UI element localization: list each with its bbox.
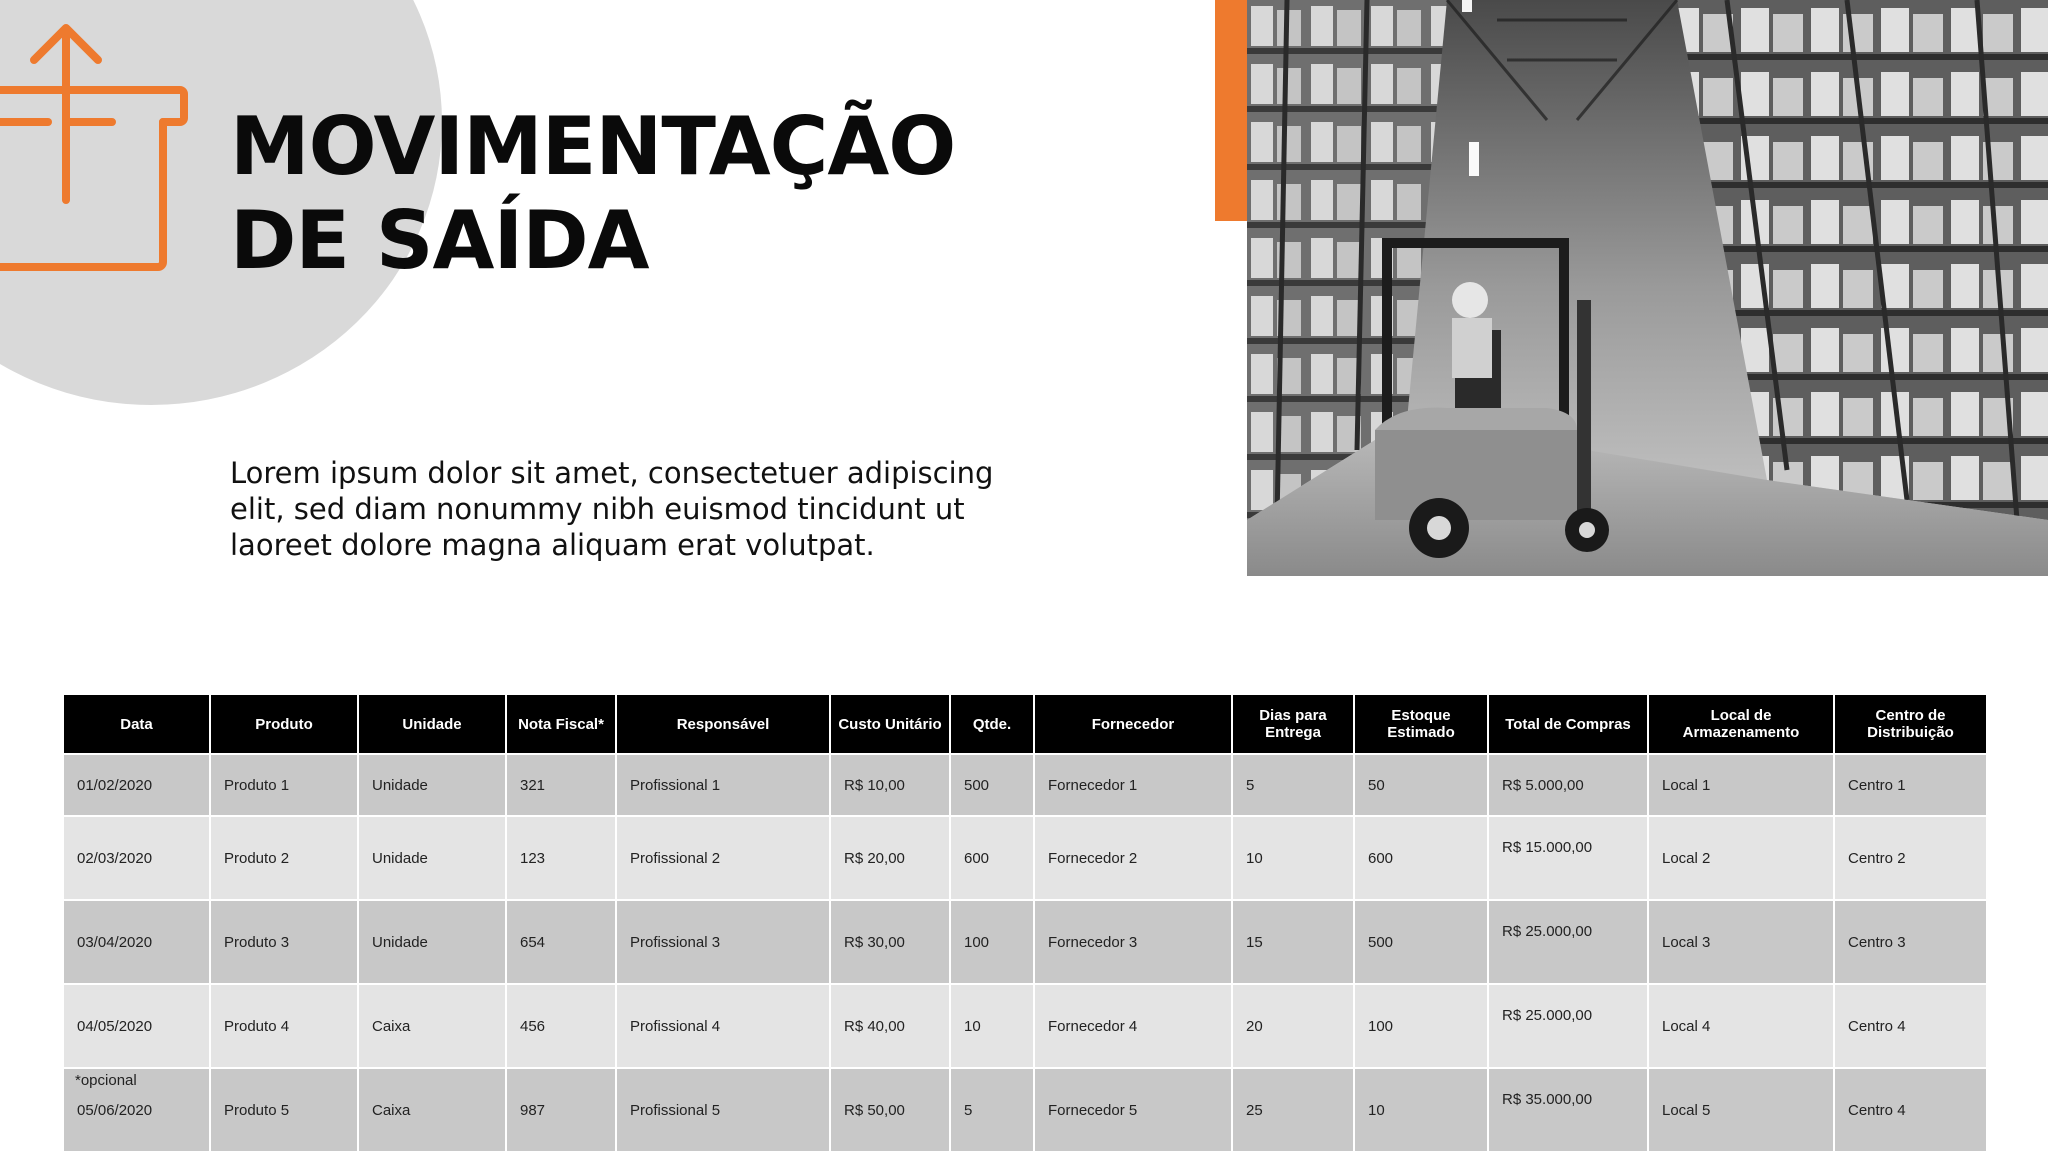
table-cell: 100 xyxy=(951,901,1033,983)
table-cell: Unidade xyxy=(359,755,505,815)
table-cell: Profissional 1 xyxy=(617,755,829,815)
table-cell: Fornecedor 5 xyxy=(1035,1069,1231,1151)
table-cell: R$ 10,00 xyxy=(831,755,949,815)
table-cell: Produto 1 xyxy=(211,755,357,815)
table-cell: Caixa xyxy=(359,985,505,1067)
table-cell: 10 xyxy=(951,985,1033,1067)
table-header-row xyxy=(64,695,1986,753)
table-cell: 500 xyxy=(951,755,1033,815)
table-cell: Profissional 5 xyxy=(617,1069,829,1151)
table-cell: R$ 35.000,00 xyxy=(1489,1069,1647,1151)
table-cell: 10 xyxy=(1233,817,1353,899)
table-cell: 321 xyxy=(507,755,615,815)
table-cell: Produto 5 xyxy=(211,1069,357,1151)
header-cell: Responsável xyxy=(617,695,829,753)
table-cell: 654 xyxy=(507,901,615,983)
table-cell: Unidade xyxy=(359,901,505,983)
table-cell: 600 xyxy=(951,817,1033,899)
table-row xyxy=(64,755,1986,815)
table-cell: 50 xyxy=(1355,755,1487,815)
table-row xyxy=(64,901,1986,983)
header-cell: Unidade xyxy=(359,695,505,753)
header-cell: Data xyxy=(64,695,209,753)
table-cell: Local 4 xyxy=(1649,985,1833,1067)
table-cell: Profissional 4 xyxy=(617,985,829,1067)
table-cell: R$ 5.000,00 xyxy=(1489,755,1647,815)
table-cell: Local 3 xyxy=(1649,901,1833,983)
table-cell: R$ 20,00 xyxy=(831,817,949,899)
header-cell: Fornecedor xyxy=(1035,695,1231,753)
table-cell: 5 xyxy=(1233,755,1353,815)
table-cell: Centro 3 xyxy=(1835,901,1986,983)
header-cell: Produto xyxy=(211,695,357,753)
table-cell: 20 xyxy=(1233,985,1353,1067)
table-cell: Produto 4 xyxy=(211,985,357,1067)
table-cell: Fornecedor 4 xyxy=(1035,985,1231,1067)
table-row xyxy=(64,985,1986,1067)
table-cell: Fornecedor 3 xyxy=(1035,901,1231,983)
table-cell: 987 xyxy=(507,1069,615,1151)
table-cell: 04/05/2020 xyxy=(64,985,209,1067)
table-cell: Produto 3 xyxy=(211,901,357,983)
table-cell: R$ 25.000,00 xyxy=(1489,901,1647,983)
header-cell: Dias para Entrega xyxy=(1233,695,1353,753)
header-cell: Local de Armazenamento xyxy=(1649,695,1833,753)
table-cell: Centro 4 xyxy=(1835,1069,1986,1151)
header-cell: Custo Unitário xyxy=(831,695,949,753)
table-cell: Caixa xyxy=(359,1069,505,1151)
table-cell: 15 xyxy=(1233,901,1353,983)
table-row xyxy=(64,1069,1986,1151)
table-cell: 123 xyxy=(507,817,615,899)
outbound-movement-table xyxy=(62,693,1986,1153)
box-export-arrow-icon xyxy=(0,24,195,274)
table-cell: Local 2 xyxy=(1649,817,1833,899)
table-cell: R$ 25.000,00 xyxy=(1489,985,1647,1067)
table-cell: Local 5 xyxy=(1649,1069,1833,1151)
table-cell: 03/04/2020 xyxy=(64,901,209,983)
table-cell: 05/06/2020 xyxy=(64,1069,209,1151)
table-cell: R$ 50,00 xyxy=(831,1069,949,1151)
table-cell: R$ 40,00 xyxy=(831,985,949,1067)
table-cell: Centro 1 xyxy=(1835,755,1986,815)
table-cell: 600 xyxy=(1355,817,1487,899)
footnote: *opcional xyxy=(75,1072,137,1089)
table-cell: 02/03/2020 xyxy=(64,817,209,899)
table-cell: Produto 2 xyxy=(211,817,357,899)
table-cell: 25 xyxy=(1233,1069,1353,1151)
header-cell: Qtde. xyxy=(951,695,1033,753)
header-cell: Total de Compras xyxy=(1489,695,1647,753)
table-cell: Centro 2 xyxy=(1835,817,1986,899)
table-cell: Centro 4 xyxy=(1835,985,1986,1067)
table-cell: Profissional 3 xyxy=(617,901,829,983)
table-cell: 01/02/2020 xyxy=(64,755,209,815)
page-title: MOVIMENTAÇÃO DE SAÍDA xyxy=(230,100,956,287)
lead-paragraph: Lorem ipsum dolor sit amet, consectetuer adipiscing elit, sed diam nonummy nibh euismod tincidunt ut laoreet dolore magna aliquam erat volutpat. xyxy=(230,456,994,562)
table-cell: Unidade xyxy=(359,817,505,899)
table-cell: 456 xyxy=(507,985,615,1067)
table-cell: Local 1 xyxy=(1649,755,1833,815)
header-cell: Estoque Estimado xyxy=(1355,695,1487,753)
table-cell: R$ 30,00 xyxy=(831,901,949,983)
table-cell: 10 xyxy=(1355,1069,1487,1151)
table-cell: Fornecedor 1 xyxy=(1035,755,1231,815)
table-row xyxy=(64,817,1986,899)
table-cell: Profissional 2 xyxy=(617,817,829,899)
header-cell: Centro de Distribuição xyxy=(1835,695,1986,753)
table-cell: 500 xyxy=(1355,901,1487,983)
table-cell: 5 xyxy=(951,1069,1033,1151)
warehouse-forklift-photo xyxy=(1247,0,2048,576)
header-cell: Nota Fiscal* xyxy=(507,695,615,753)
table-cell: R$ 15.000,00 xyxy=(1489,817,1647,899)
table-cell: Fornecedor 2 xyxy=(1035,817,1231,899)
table-cell: 100 xyxy=(1355,985,1487,1067)
